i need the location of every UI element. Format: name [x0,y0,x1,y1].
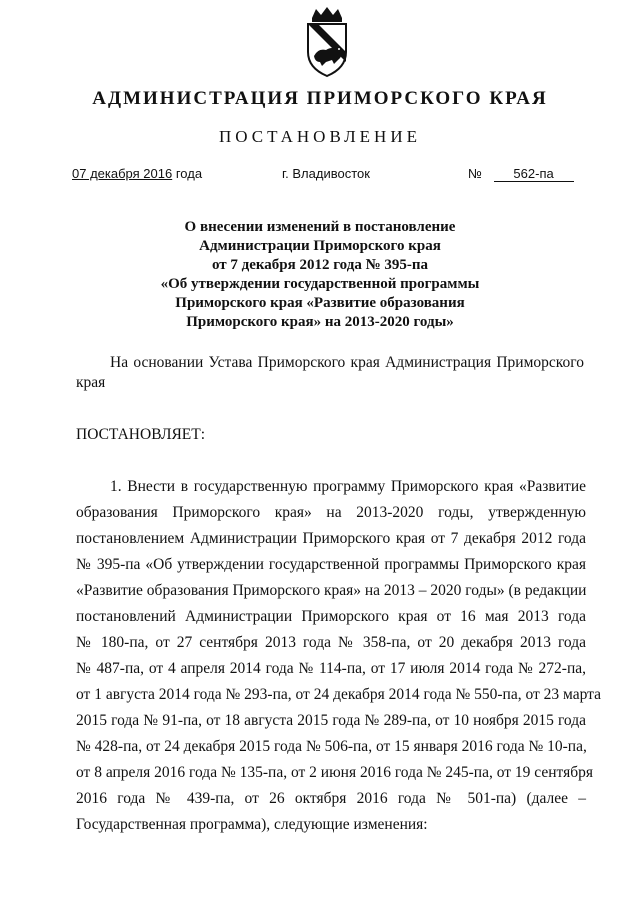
clause-line: постановлений Администрации Приморского края от 16 мая 2013 года [76,608,586,625]
decree-number [468,166,574,182]
clause-line: № 180-па, от 27 сентября 2013 года № 358-па, от 20 декабря 2013 года [76,634,586,651]
clause-line: № 428-па, от 24 декабря 2015 года № 506-па, от 15 января 2016 года № 10-па, [76,738,587,755]
date-value: 07 декабря 2016 [72,166,173,181]
clause-line: образования Приморского края» на 2013-2020 годы, утвержденную [76,504,586,521]
subject-line: О внесении изменений в постановление [184,219,456,235]
clause-line: Государственная программа), следующие изменения: [76,816,428,833]
clause-line: 2016 года № 439-па, от 26 октября 2016 года № 501-па) (далее – [76,790,586,807]
coat-of-arms-icon [296,6,358,78]
number-sign: № [468,166,482,181]
decree-subject [0,218,640,332]
date-suffix: года [175,166,203,181]
clause-line: «Развитие образования Приморского края» на 2013 – 2020 годы» (в редакции [76,582,587,599]
subject-line: «Об утверждении государственной программы [160,276,480,292]
clause-line: 1. Внести в государственную программу Приморского края «Развитие [110,478,586,495]
clause-line: № 395-па «Об утверждении государственной программы Приморского края [76,556,586,573]
clause-1 [76,474,601,838]
authority-title: АДМИНИСТРАЦИЯ ПРИМОРСКОГО КРАЯ [92,88,548,109]
subject-line: Администрации Приморского края [199,238,441,254]
subject-line: Приморского края «Развитие образования [175,295,465,311]
resolves-heading: ПОСТАНОВЛЯЕТ: [76,426,206,443]
clause-line: от 8 апреля 2016 года № 135-па, от 2 июня 2016 года № 245-па, от 19 сентября [76,764,594,781]
legal-basis-paragraph: На основании Устава Приморского края Администрация Приморского края [76,354,584,391]
subject-line: Приморского края» на 2013-2020 годы» [186,314,454,330]
document-type: ПОСТАНОВЛЕНИЕ [218,127,421,146]
clause-line: 2015 года № 91-па, от 18 августа 2015 года № 289-па, от 10 ноября 2015 года [76,712,586,729]
clause-line: № 487-па, от 4 апреля 2014 года № 114-па, от 17 июля 2014 года № 272-па, [76,660,586,677]
clause-line: от 1 августа 2014 года № 293-па, от 24 декабря 2014 года № 550-па, от 23 марта [76,686,601,703]
number-value: 562-па [494,166,574,182]
clause-line: постановлением Администрации Приморского края от 7 декабря 2012 года [76,530,586,547]
subject-line: от 7 декабря 2012 года № 395-па [211,257,429,273]
decree-date [72,166,202,181]
city: г. Владивосток [282,166,370,181]
